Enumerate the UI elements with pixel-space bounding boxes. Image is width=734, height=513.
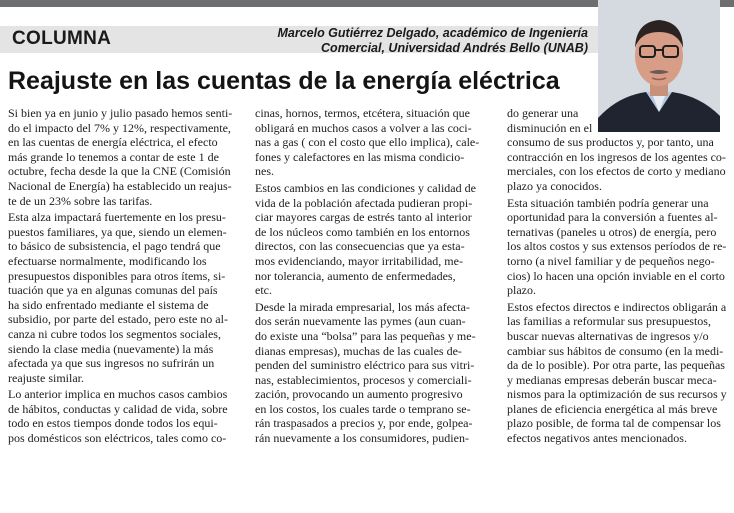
text-line: siendo la clase media (nuevamente) la más bbox=[8, 341, 214, 356]
text-line: los altos costos y sus extensos períodos de re- bbox=[507, 239, 727, 254]
text-line: en los costos, los cuales tarde o temprano se- bbox=[255, 401, 471, 416]
text-line: reajuste similar. bbox=[8, 370, 84, 385]
text-line: ha sido enfrentado mediante el sistema de bbox=[8, 297, 209, 312]
text-line: dos serán nuevamente las pymes (aun cuan- bbox=[255, 314, 466, 329]
text-line: directos, con las consecuencias que ya esta- bbox=[255, 239, 465, 254]
text-line: planes de eficiencia energética al más breve bbox=[507, 401, 718, 416]
text-line: afectada ya que sus ingresos no sufrirán un bbox=[8, 356, 215, 371]
author-line-2: Comercial, Universidad Andrés Bello (UNAB) bbox=[321, 41, 588, 55]
text-line: dianas empresas), muchas de las cuales de- bbox=[255, 343, 462, 358]
text-line: rán nuevamente a los consumidores, pudien- bbox=[255, 431, 469, 446]
text-line: Estos efectos directos e indirectos obligarán a bbox=[507, 299, 727, 314]
text-line: cios) lo hacen una opción inviable en el corto bbox=[507, 268, 725, 283]
text-line: do el impacto del 7% y 12%, respectivamente, bbox=[8, 120, 231, 135]
article-column-1 bbox=[8, 106, 243, 448]
text-line: te de un 23% sobre las tarifas. bbox=[8, 193, 153, 208]
text-line: contracción en los ingresos de los agentes co- bbox=[507, 149, 726, 164]
paragraph bbox=[8, 387, 243, 445]
text-line: etc. bbox=[255, 283, 272, 298]
text-line: do generar una bbox=[507, 106, 579, 120]
text-line: presupuestos disponibles para otros ítems, si- bbox=[8, 268, 226, 283]
text-line: da de lo posible). Por otra parte, las pequeñas bbox=[507, 358, 725, 373]
text-line: vida de la población afectada pudieran propi- bbox=[255, 195, 473, 210]
text-line: rán traspasados a precios y, por ende, golpea- bbox=[255, 416, 473, 431]
text-line: de hábitos, conductas y calidad de vida, sobre bbox=[8, 401, 228, 416]
text-line: zación, provocando un aumento progresivo bbox=[255, 387, 463, 402]
text-line: disminución en el bbox=[507, 120, 593, 135]
text-line: consumo de sus productos y, por tanto, una bbox=[507, 135, 714, 150]
text-line: todo en estos tiempos donde todos los equi- bbox=[8, 416, 218, 431]
text-line: nas a gas ( con el costo que ello implica), cale- bbox=[255, 135, 480, 150]
text-line: más grande lo tenemos a contar de este 1 de bbox=[8, 149, 219, 164]
text-line: nes. bbox=[255, 164, 274, 179]
text-line: merciales, con los efectos de corto y mediano bbox=[507, 164, 726, 179]
text-line: octubre, fecha desde la que la CNE (Comisión bbox=[8, 164, 231, 179]
text-line: buscar nuevas alternativas de ingresos y/o bbox=[507, 328, 709, 343]
text-line: pos domésticos son eléctricos, tales como co- bbox=[8, 431, 227, 446]
text-line: efectos negativos antes mencionados. bbox=[507, 431, 687, 446]
paragraph bbox=[255, 300, 495, 446]
text-line: plazo ya conocidos. bbox=[507, 178, 602, 193]
text-line: subsidio, por parte del estado, pero este no al- bbox=[8, 312, 228, 327]
text-line: de los núcleos como también en los entornos bbox=[255, 224, 470, 239]
text-line: efectuarse normalmente, modificando los bbox=[8, 253, 207, 268]
text-line: fones y calefactores en las misma condicio- bbox=[255, 149, 465, 164]
text-line: tuación que ya en algunas comunas del país bbox=[8, 283, 218, 298]
paragraph bbox=[507, 196, 729, 298]
text-line: mos evidenciando, mayor irritabilidad, me- bbox=[255, 253, 463, 268]
text-line: Desde la mirada empresarial, los más afecta- bbox=[255, 299, 470, 314]
text-line: Lo anterior implica en muchos casos cambios bbox=[8, 387, 228, 402]
text-line: obligará en muchos casos a volver a las coci- bbox=[255, 120, 472, 135]
text-line: Si bien ya en junio y julio pasado hemos senti- bbox=[8, 106, 233, 120]
text-line: ciar mayores cargas de estrés tanto al interior bbox=[255, 210, 472, 225]
text-line: nismos para la optimización de sus recursos y bbox=[507, 387, 727, 402]
text-line: ternativas (paneles u otros) de energía, pero bbox=[507, 224, 717, 239]
article-column-3 bbox=[507, 106, 729, 448]
text-line: plazo. bbox=[507, 283, 536, 298]
text-line: cambiar sus hábitos de consumo (en la medi- bbox=[507, 343, 724, 358]
text-line: canza ni cubre todos los segmentos sociales, bbox=[8, 326, 221, 341]
text-line: cinas, hornos, termos, etcétera, situación que bbox=[255, 106, 470, 120]
text-line: torno (a nivel familiar y de pequeños nego- bbox=[507, 253, 715, 268]
section-label: COLUMNA bbox=[12, 28, 112, 49]
author-line-1: Marcelo Gutiérrez Delgado, académico de Ingeniería bbox=[277, 26, 588, 40]
text-line: Estos cambios en las condiciones y calidad de bbox=[255, 180, 476, 195]
text-line: do existe una “bolsa” para las pequeñas y me- bbox=[255, 328, 476, 343]
headline: Reajuste en las cuentas de la energía eléctrica bbox=[8, 67, 560, 95]
paragraph bbox=[507, 300, 729, 446]
text-line: plazo posible, de forma tal de compensar los bbox=[507, 416, 721, 431]
text-line: penden del suministro eléctrico para sus vitri- bbox=[255, 358, 475, 373]
paragraph bbox=[255, 106, 495, 179]
text-line: to básico de subsistencia, el pago tendrá que bbox=[8, 239, 221, 254]
author-byline bbox=[208, 26, 588, 56]
text-line: puestos familiares, ya que, siendo un elemen- bbox=[8, 224, 227, 239]
paragraph bbox=[507, 106, 729, 194]
text-line: en las cuentas de energía eléctrica, el efecto bbox=[8, 135, 218, 150]
text-line: oportunidad para la conversión a fuentes al- bbox=[507, 210, 718, 225]
text-line: Nacional de Energía) ha establecido un reajus- bbox=[8, 178, 232, 193]
paragraph bbox=[255, 181, 495, 298]
article-column-2 bbox=[255, 106, 495, 448]
text-line: nas, establecimientos, procesos y comerciali- bbox=[255, 372, 472, 387]
text-line: las familias a reformular sus presupuestos, bbox=[507, 314, 711, 329]
text-line: nor tolerancia, aumento de enfermedades, bbox=[255, 268, 456, 283]
text-line: y medianas empresas deberán buscar meca- bbox=[507, 372, 717, 387]
paragraph bbox=[8, 106, 243, 208]
text-line: Esta situación también podría generar una bbox=[507, 195, 709, 210]
text-line: Esta alza impactará fuertemente en los presu- bbox=[8, 210, 226, 225]
paragraph bbox=[8, 210, 243, 385]
